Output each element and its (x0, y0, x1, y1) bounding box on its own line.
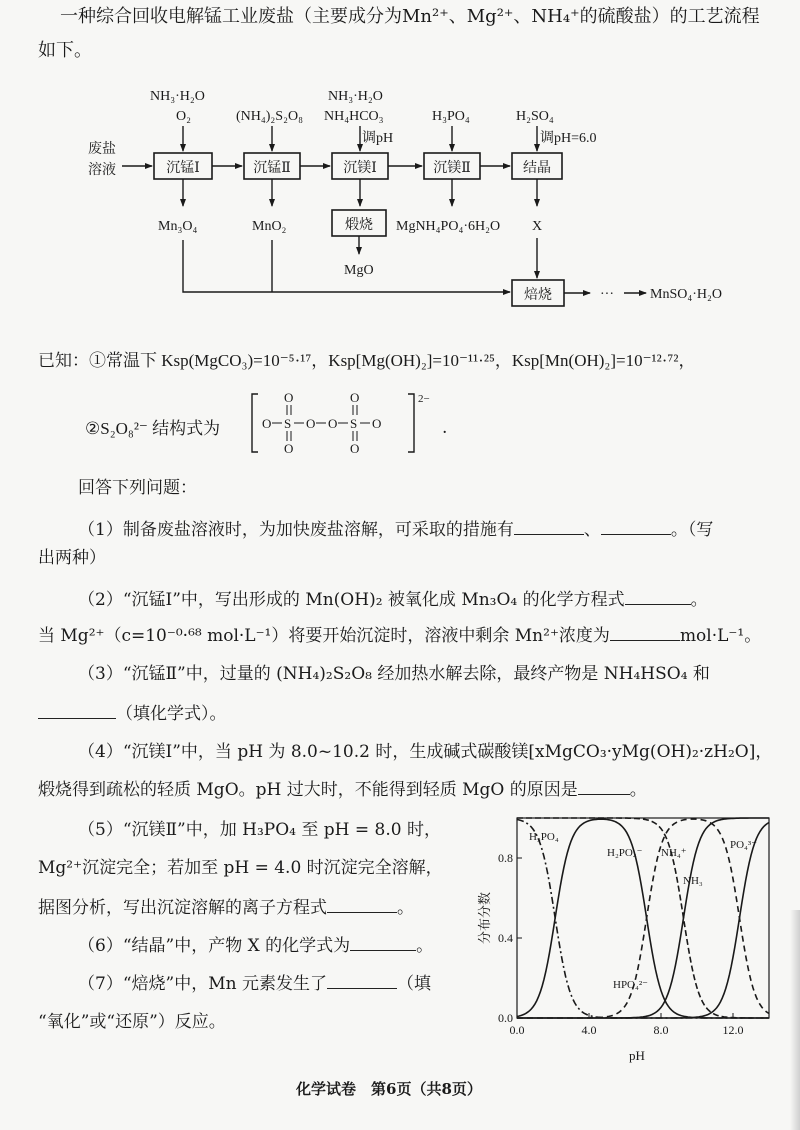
answer-blank-4[interactable] (578, 778, 630, 795)
feed-label-2: 溶液 (88, 163, 116, 178)
reagent-3c: 调pH (362, 131, 394, 146)
page-shadow (790, 910, 800, 1130)
answer-blank-1b[interactable] (601, 518, 671, 535)
left-bracket (252, 394, 258, 452)
question-7a: （7）“焙烧”中，Mn 元素发生了 （填 (78, 974, 431, 994)
atom-o-2: O (306, 416, 316, 431)
page-footer: 化学试卷 第6页（共8页） (296, 1080, 482, 1098)
reagent-2: (NH₄)₂S₂O₈ (236, 109, 303, 124)
step-label-3: 沉镁Ⅰ (343, 161, 377, 176)
question-1-cont: 出两种） (38, 548, 106, 568)
s2o8-structure (250, 390, 440, 462)
answer-blank-5[interactable] (327, 896, 397, 913)
process-flowchart (0, 80, 800, 310)
label-h3po4: H₃PO₄ (529, 831, 559, 843)
atom-o-top-2: O (350, 390, 360, 405)
product-5: X (532, 219, 543, 234)
roast-label: 焙烧 (524, 288, 552, 303)
question-1: （1）制备废盐溶液时，为加快废盐溶解，可采取的措施有 、 。（写 (78, 520, 714, 540)
right-bracket (408, 394, 414, 452)
y-tick-label: 0.4 (498, 931, 513, 945)
known-line-2: ②S₂O₈²⁻ 结构式为 (85, 419, 221, 438)
reagent-4: H₃PO₄ (432, 109, 470, 124)
reagent-5a: H₂SO₄ (516, 109, 554, 124)
atom-o-3: O (328, 416, 338, 431)
atom-o-4: O (372, 416, 382, 431)
feed-label-1: 废盐 (88, 142, 116, 157)
reagent-3a: NH₃·H₂O (328, 89, 383, 104)
reagent-1b: O₂ (176, 109, 191, 124)
answer-blank-6[interactable] (350, 934, 416, 951)
calcine-product: MgO (344, 263, 374, 278)
atom-s-2: S (350, 416, 358, 431)
label-hpo4: HPO₄²⁻ (613, 979, 648, 991)
distribution-chart (455, 808, 785, 1070)
structure-period: . (442, 418, 448, 438)
final-product: MnSO₄·H₂O (650, 287, 722, 302)
x-tick-label: 0.0 (509, 1023, 525, 1037)
y-tick-label: 0.8 (498, 851, 513, 865)
question-2b: 当 Mg²⁺（c=10⁻⁰·⁶⁸ mol·L⁻¹）将要开始沉淀时，溶液中剩余 Mn²⁺浓度为 mol·L⁻¹。 (38, 626, 762, 646)
product-2: MnO₂ (252, 219, 287, 234)
step-label-4: 沉镁Ⅱ (433, 161, 471, 176)
intro-line-2: 如下。 (38, 40, 92, 61)
answer-blank-2b[interactable] (610, 624, 680, 641)
answer-prompt: 回答下列问题： (78, 478, 197, 498)
atom-o-top-1: O (284, 390, 294, 405)
question-5a: （5）“沉镁Ⅱ”中，加 H₃PO₄ 至 pH = 8.0 时， (78, 820, 441, 840)
x-tick-label: 12.0 (722, 1023, 744, 1037)
question-4b: 煅烧得到疏松的轻质 MgO。pH 过大时，不能得到轻质 MgO 的原因是 。 (38, 780, 647, 800)
question-6: （6）“结晶”中，产物 X 的化学式为 。 (78, 936, 434, 956)
product-4: MgNH₄PO₄·6H₂O (396, 219, 501, 234)
reagent-5b: 调pH=6.0 (540, 131, 597, 146)
intro-line-1: 一种综合回收电解锰工业废盐（主要成分为Mn²⁺、Mg²⁺、NH₄⁺的硫酸盐）的工艺流程 (60, 6, 760, 27)
answer-blank-3[interactable] (38, 702, 116, 719)
label-nh3: NH₃ (683, 875, 703, 887)
atom-s-1: S (284, 416, 292, 431)
question-2a: （2）“沉锰Ⅰ”中，写出形成的 Mn(OH)₂ 被氧化成 Mn₃O₄ 的化学方程式 。 (78, 590, 708, 610)
question-3a: （3）“沉锰Ⅱ”中，过量的 (NH₄)₂S₂O₈ 经加热水解去除，最终产物是 NH₄HSO₄ 和 (78, 664, 710, 684)
question-5b: Mg²⁺沉淀完全；若加至 pH = 4.0 时沉淀完全溶解， (38, 858, 443, 878)
atom-o-1: O (262, 416, 272, 431)
atom-o-bottom-2: O (350, 441, 360, 456)
step-label-5: 结晶 (523, 161, 551, 176)
answer-blank-2a[interactable] (625, 588, 691, 605)
reagent-3b: NH₄HCO₃ (324, 109, 384, 124)
x-axis-label: pH (629, 1048, 645, 1063)
step-label-2: 沉锰Ⅱ (253, 161, 291, 176)
x-tick-label: 4.0 (581, 1023, 597, 1037)
label-nh4: NH₄⁺ (661, 847, 687, 859)
question-4a: （4）“沉镁Ⅰ”中，当 pH 为 8.0~10.2 时，生成碱式碳酸镁[xMgCO₃·yMg(OH)₂·zH₂O]， (78, 742, 773, 762)
step-label-1: 沉锰Ⅰ (166, 161, 200, 176)
x-tick-label: 8.0 (653, 1023, 669, 1037)
y-tick-label: 0.0 (498, 1011, 513, 1025)
calcine-label: 煅烧 (345, 218, 373, 233)
known-line-1: 已知：①常温下 Ksp(MgCO₃)=10⁻⁵·¹⁷，Ksp[Mg(OH)₂]=10⁻¹¹·²⁵，Ksp[Mn(OH)₂]=10⁻¹²·⁷²， (38, 351, 696, 370)
answer-blank-7[interactable] (327, 972, 397, 989)
charge: 2− (418, 393, 430, 405)
reagent-1a: NH₃·H₂O (150, 89, 205, 104)
label-h2po4: H₂PO₄⁻ (607, 847, 643, 859)
question-7b: “氧化”或“还原”）反应。 (38, 1012, 226, 1032)
y-axis-label: 分布分数 (477, 891, 492, 945)
ellipsis: ··· (600, 287, 614, 302)
answer-blank-1a[interactable] (514, 518, 584, 535)
label-po4: PO₄³⁻ (730, 839, 758, 851)
product-1: Mn₃O₄ (158, 219, 198, 234)
question-3b: （填化学式）。 (38, 702, 227, 725)
atom-o-bottom-1: O (284, 441, 294, 456)
question-5c: 据图分析，写出沉淀溶解的离子方程式 。 (38, 898, 414, 918)
